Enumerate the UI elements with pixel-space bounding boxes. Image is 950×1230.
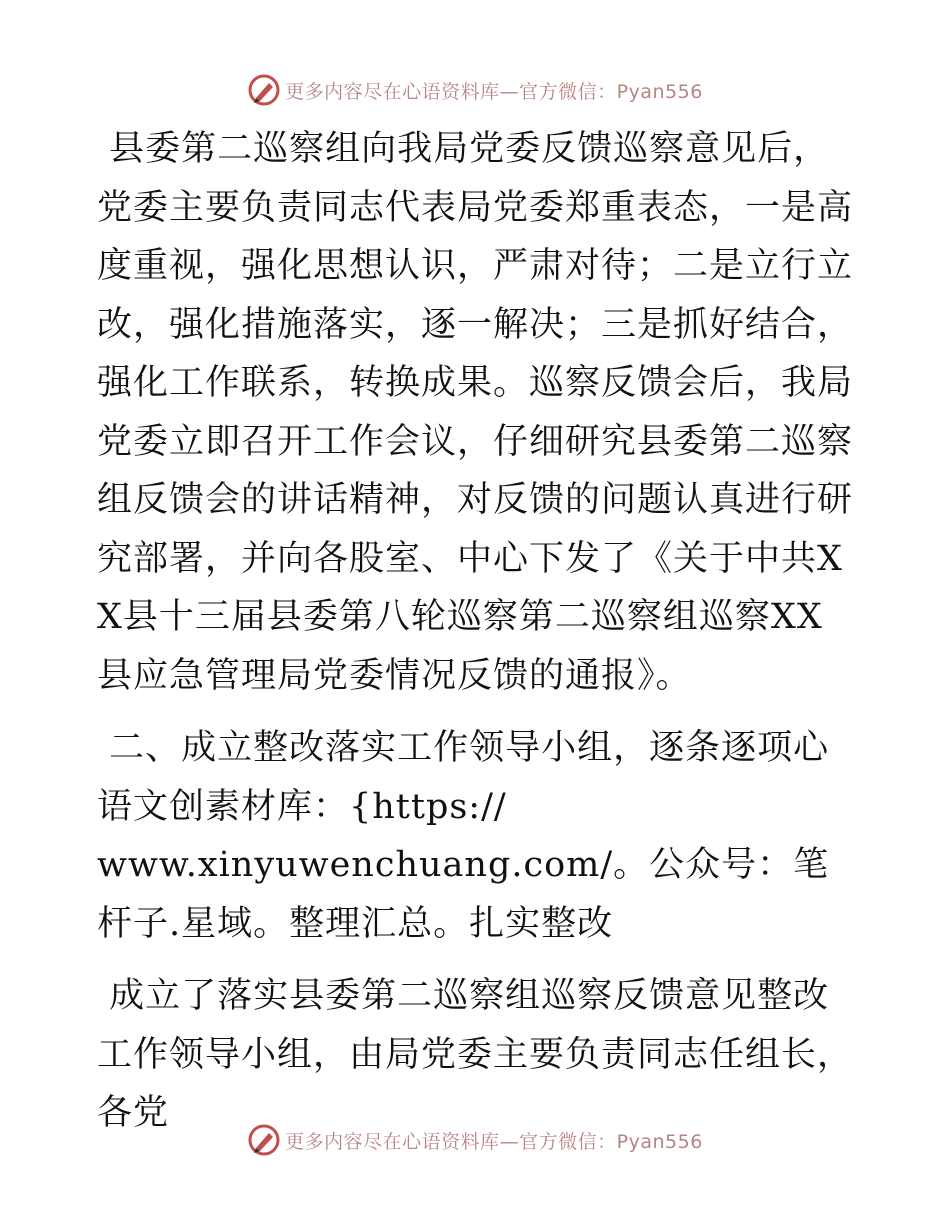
watermark-text: 更多内容尽在心语资料库—官方微信：Pyan556	[285, 80, 703, 103]
header-watermark	[0, 70, 950, 110]
footer-watermark	[0, 1120, 950, 1160]
pen-logo-icon	[247, 1123, 281, 1157]
paragraph-2: 二、成立整改落实工作领导小组，逐条逐项心语文创素材库：{https:// www.xinyuwenchuang.com/。公众号：笔杆子.星域。整理汇总。扎实整改	[97, 728, 830, 944]
watermark-text: 更多内容尽在心语资料库—官方微信：Pyan556	[285, 1130, 703, 1153]
pen-logo-icon	[247, 73, 281, 107]
paragraph-3: 成立了落实县委第二巡察组巡察反馈意见整改工作领导小组，由局党委主要负责同志任组长，各党	[97, 976, 854, 1133]
document-body	[97, 120, 857, 1143]
paragraph-1: 县委第二巡察组向我局党委反馈巡察意见后，党委主要负责同志代表局党委郑重表态，一是高度重视，强化思想认识，严肃对待；二是立行立改，强化措施落实，逐一解决；三是抓好结合，强化工作联系，转换成果。巡察反馈会后，我局党委立即召开工作会议，仔细研究县委第二巡察组反馈会的讲话精神，对反馈的问题认真进行研究部署，并向各股室、中心下发了《关于中共XX县十三届县委第八轮巡察第二巡察组巡察XX县应急管理局党委情况反馈的通报》。	[97, 129, 854, 696]
